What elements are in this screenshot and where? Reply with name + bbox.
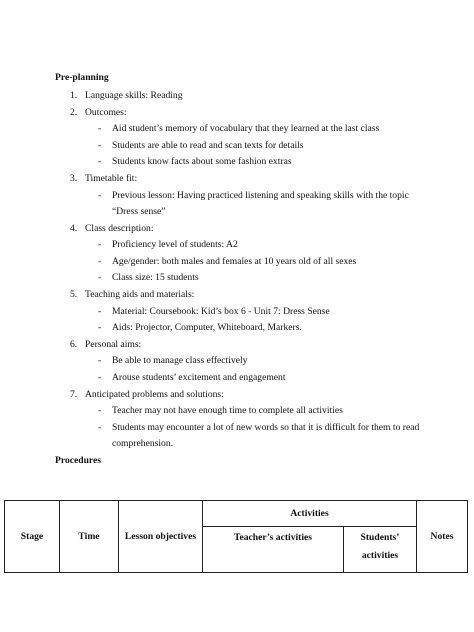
item-number: 4. [70, 223, 78, 234]
bullet-text: Students are able to read and scan texts for details [112, 140, 304, 151]
bullet-dash: - [98, 306, 102, 317]
bullet-dash: - [98, 156, 102, 167]
item-number: 6. [70, 339, 78, 350]
bullet-dash: - [98, 239, 102, 250]
students-activities-line: activities [361, 550, 399, 561]
bullet-dash: - [98, 405, 102, 416]
header-activities: Activities [203, 501, 417, 527]
item-label-language-skills: Language skills: Reading [85, 90, 183, 101]
bullet-text-continued: comprehension. [112, 438, 174, 449]
bullet-dash: - [98, 123, 102, 134]
bullet-text: Teacher may not have enough time to complete all activities [112, 405, 343, 416]
item-label-anticipated-problems: Anticipated problems and solutions: [85, 389, 224, 400]
bullet-dash: - [98, 190, 102, 201]
bullet-text: Students know facts about some fashion extras [112, 156, 292, 167]
bullet-text: Arouse students’ excitement and engagement [112, 372, 286, 383]
bullet-text: Class size: 15 students [112, 272, 199, 283]
item-label-outcomes: Outcomes: [85, 107, 127, 118]
bullet-dash: - [98, 322, 102, 333]
preplanning-heading: Pre-planning [55, 72, 109, 83]
bullet-text-continued: “Dress sense” [112, 206, 166, 217]
header-notes: Notes [417, 501, 468, 573]
bullet-text: Proficiency level of students: A2 [112, 239, 238, 250]
bullet-dash: - [98, 256, 102, 267]
bullet-dash: - [98, 422, 102, 433]
header-students-activities [344, 527, 417, 573]
bullet-text: Previous lesson: Having practiced listening and speaking skills with the topic [112, 190, 409, 201]
bullet-text: Age/gender: both males and females at 10 years old of all sexes [112, 256, 357, 267]
bullet-text: Material: Coursebook: Kid’s box 6 - Unit 7: Dress Sense [112, 306, 330, 317]
bullet-dash: - [98, 355, 102, 366]
procedures-heading: Procedures [55, 455, 102, 466]
item-label-teaching-aids: Teaching aids and materials: [85, 289, 195, 300]
bullet-dash: - [98, 272, 102, 283]
bullet-text: Be able to manage class effectively [112, 355, 248, 366]
item-number: 7. [70, 389, 78, 400]
item-label-timetable-fit: Timetable fit: [85, 173, 138, 184]
item-number: 5. [70, 289, 78, 300]
header-time: Time [60, 501, 119, 573]
item-label-class-description: Class description: [85, 223, 154, 234]
bullet-dash: - [98, 372, 102, 383]
students-activities-line: Students’ [360, 532, 400, 543]
bullet-text: Aids: Projector, Computer, Whiteboard, Markers. [112, 322, 302, 333]
bullet-text: Aid student’s memory of vocabulary that they learned at the last class [112, 123, 380, 134]
item-number: 2. [70, 107, 78, 118]
header-stage: Stage [5, 501, 60, 573]
header-teachers-activities: Teacher’s activities [203, 527, 344, 573]
procedures-table [4, 500, 468, 573]
item-label-personal-aims: Personal aims: [85, 339, 142, 350]
item-number: 1. [70, 90, 78, 101]
bullet-text: Students may encounter a lot of new words so that it is difficult for them to read [112, 422, 420, 433]
bullet-dash: - [98, 140, 102, 151]
header-lesson-objectives: Lesson objectives [119, 501, 203, 573]
item-number: 3. [70, 173, 78, 184]
